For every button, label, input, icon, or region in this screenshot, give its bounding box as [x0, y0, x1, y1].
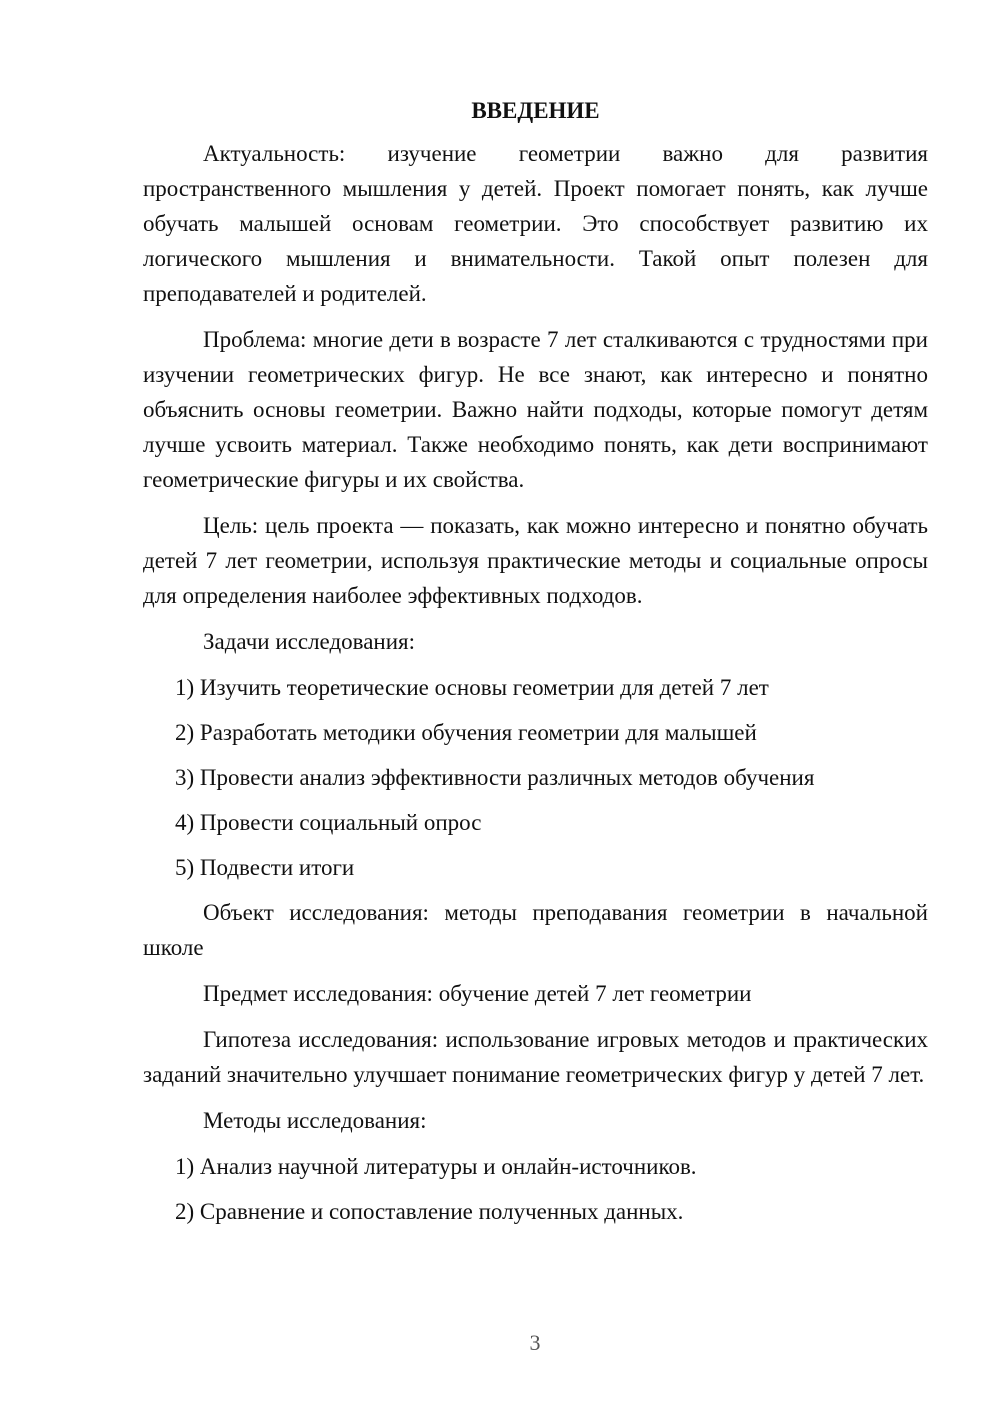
task-item: 3) Провести анализ эффективности различных методов обучения: [175, 765, 815, 790]
method-item: 2) Сравнение и сопоставление полученных данных.: [175, 1199, 684, 1224]
method-item: 1) Анализ научной литературы и онлайн-источников.: [175, 1154, 697, 1179]
document-page: [143, 96, 928, 1239]
methods-heading: Методы исследования:: [203, 1108, 427, 1133]
section-title: ВВЕДЕНИЕ: [471, 98, 600, 123]
tasks-list: [143, 670, 928, 885]
page-number: 3: [529, 1330, 541, 1355]
paragraph-subject: Предмет исследования: обучение детей 7 лет геометрии: [203, 981, 752, 1006]
methods-list: [143, 1149, 928, 1229]
paragraph-goal: Цель: цель проекта — показать, как можно интересно и понятно обучать детей 7 лет геометрии, используя практические методы и социальные опросы для определения наиболее эффективных подходов.: [143, 513, 928, 608]
paragraph-object: Объект исследования: методы преподавания геометрии в начальной школе: [143, 900, 928, 960]
tasks-heading: Задачи исследования:: [203, 629, 416, 654]
paragraph-hypothesis: Гипотеза исследования: использование игровых методов и практических заданий значительно улучшает понимание геометрических фигур у детей 7 лет.: [143, 1027, 928, 1087]
task-item: 1) Изучить теоретические основы геометрии для детей 7 лет: [175, 675, 769, 700]
task-item: 2) Разработать методики обучения геометрии для малышей: [175, 720, 757, 745]
task-item: 5) Подвести итоги: [175, 855, 355, 880]
paragraph-problem: Проблема: многие дети в возрасте 7 лет сталкиваются с трудностями при изучении геометрических фигур. Не все знают, как интересно и понятно объяснить основы геометрии. Важно найти подходы, которые помогут детям лучше усвоить материал. Также необходимо понять, как дети воспринимают геометрические фигуры и их свойства.: [143, 327, 928, 492]
paragraph-relevance: Актуальность: изучение геометрии важно для развития пространственного мышления у детей. Проект помогает понять, как лучше обучать малышей основам геометрии. Это способствует развитию их логического мышления и внимательности. Такой опыт полезен для преподавателей и родителей.: [143, 141, 928, 306]
task-item: 4) Провести социальный опрос: [175, 810, 482, 835]
